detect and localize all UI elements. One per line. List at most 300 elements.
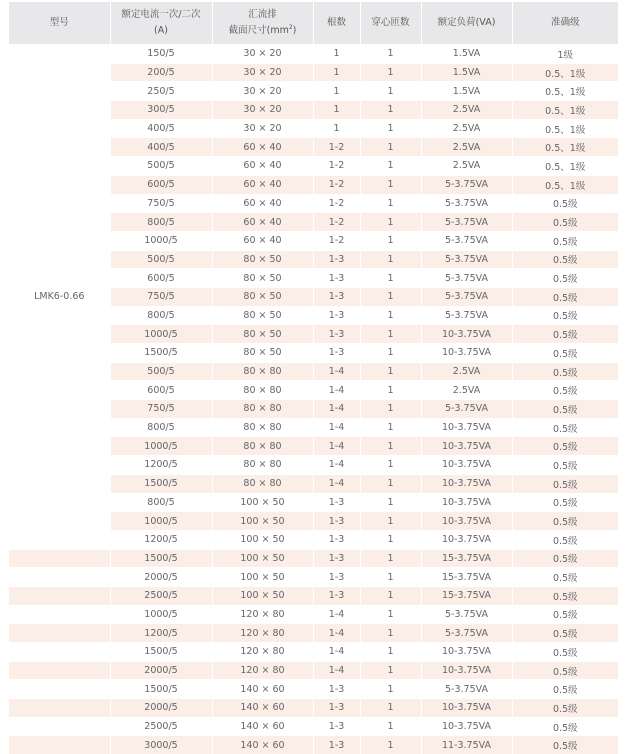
cell-count: 1-4 bbox=[313, 643, 360, 662]
busbar-width: 80 bbox=[243, 478, 255, 489]
cell-accuracy: 0.5级 bbox=[512, 344, 618, 363]
cell-load: 2.5VA bbox=[421, 138, 512, 157]
times-icon: × bbox=[259, 684, 273, 695]
cell-count: 1-3 bbox=[313, 586, 360, 605]
busbar-height: 50 bbox=[273, 572, 285, 583]
cell-count: 1 bbox=[313, 101, 360, 120]
cell-count: 1-3 bbox=[313, 512, 360, 531]
cell-load: 10-3.75VA bbox=[421, 418, 512, 437]
busbar-height: 80 bbox=[269, 441, 281, 452]
cell-busbar bbox=[212, 437, 313, 456]
model-cell-empty bbox=[9, 568, 110, 587]
busbar-height: 80 bbox=[273, 646, 285, 657]
cell-turns: 1 bbox=[360, 157, 421, 176]
cell-count: 1-3 bbox=[313, 736, 360, 754]
cell-turns: 1 bbox=[360, 250, 421, 269]
cell-turns: 1 bbox=[360, 568, 421, 587]
cell-turns: 1 bbox=[360, 287, 421, 306]
cell-accuracy: 0.5、1级 bbox=[512, 63, 618, 82]
times-icon: × bbox=[256, 329, 270, 340]
cell-busbar bbox=[212, 586, 313, 605]
table-row bbox=[9, 736, 618, 754]
model-cell-empty bbox=[9, 605, 110, 624]
busbar-width: 100 bbox=[240, 590, 258, 601]
cell-count: 1-4 bbox=[313, 661, 360, 680]
cell-current: 1500/5 bbox=[110, 344, 212, 363]
cell-turns: 1 bbox=[360, 586, 421, 605]
busbar-height: 50 bbox=[269, 347, 281, 358]
cell-turns: 1 bbox=[360, 362, 421, 381]
cell-busbar bbox=[212, 287, 313, 306]
cell-turns: 1 bbox=[360, 699, 421, 718]
header-model: 型号 bbox=[9, 2, 110, 45]
cell-count: 1-3 bbox=[313, 287, 360, 306]
busbar-height: 50 bbox=[273, 497, 285, 508]
cell-accuracy: 0.5、1级 bbox=[512, 119, 618, 138]
cell-count: 1-3 bbox=[313, 699, 360, 718]
cell-load: 10-3.75VA bbox=[421, 493, 512, 512]
cell-count: 1 bbox=[313, 119, 360, 138]
cell-turns: 1 bbox=[360, 82, 421, 101]
busbar-width: 30 bbox=[243, 123, 255, 134]
cell-busbar bbox=[212, 717, 313, 736]
cell-count: 1-4 bbox=[313, 605, 360, 624]
busbar-width: 120 bbox=[240, 646, 258, 657]
busbar-width: 30 bbox=[243, 104, 255, 115]
cell-accuracy: 0.5、1级 bbox=[512, 175, 618, 194]
cell-current: 750/5 bbox=[110, 287, 212, 306]
cell-current: 750/5 bbox=[110, 194, 212, 213]
cell-turns: 1 bbox=[360, 194, 421, 213]
model-cell-empty bbox=[9, 624, 110, 643]
times-icon: × bbox=[259, 534, 273, 545]
cell-busbar bbox=[212, 605, 313, 624]
cell-current: 2000/5 bbox=[110, 699, 212, 718]
model-cell-empty bbox=[9, 643, 110, 662]
cell-busbar bbox=[212, 549, 313, 568]
cell-accuracy: 0.5级 bbox=[512, 717, 618, 736]
cell-busbar bbox=[212, 63, 313, 82]
busbar-height: 60 bbox=[273, 702, 285, 713]
cell-count: 1-4 bbox=[313, 362, 360, 381]
cell-busbar bbox=[212, 661, 313, 680]
cell-load: 5-3.75VA bbox=[421, 624, 512, 643]
cell-load: 15-3.75VA bbox=[421, 568, 512, 587]
busbar-width: 100 bbox=[240, 497, 258, 508]
cell-turns: 1 bbox=[360, 119, 421, 138]
cell-accuracy: 0.5级 bbox=[512, 287, 618, 306]
cell-current: 1500/5 bbox=[110, 549, 212, 568]
busbar-width: 80 bbox=[243, 366, 255, 377]
busbar-width: 80 bbox=[243, 403, 255, 414]
cell-accuracy: 0.5级 bbox=[512, 456, 618, 475]
cell-load: 1.5VA bbox=[421, 63, 512, 82]
busbar-height: 50 bbox=[269, 291, 281, 302]
busbar-width: 100 bbox=[240, 534, 258, 545]
cell-turns: 1 bbox=[360, 400, 421, 419]
busbar-height: 80 bbox=[273, 665, 285, 676]
cell-accuracy: 0.5、1级 bbox=[512, 101, 618, 120]
spec-body bbox=[9, 45, 618, 754]
busbar-width: 30 bbox=[243, 86, 255, 97]
times-icon: × bbox=[256, 67, 270, 78]
busbar-height: 40 bbox=[269, 160, 281, 171]
busbar-width: 80 bbox=[243, 291, 255, 302]
cell-turns: 1 bbox=[360, 418, 421, 437]
cell-load: 5-3.75VA bbox=[421, 250, 512, 269]
cell-current: 1200/5 bbox=[110, 456, 212, 475]
busbar-height: 50 bbox=[269, 273, 281, 284]
busbar-width: 80 bbox=[243, 385, 255, 396]
cell-turns: 1 bbox=[360, 456, 421, 475]
cell-accuracy: 0.5级 bbox=[512, 362, 618, 381]
busbar-height: 60 bbox=[273, 684, 285, 695]
times-icon: × bbox=[259, 628, 273, 639]
cell-turns: 1 bbox=[360, 717, 421, 736]
times-icon: × bbox=[256, 48, 270, 59]
header-busbar-close: ) bbox=[293, 25, 297, 36]
model-cell-empty bbox=[9, 717, 110, 736]
cell-turns: 1 bbox=[360, 680, 421, 699]
cell-count: 1-2 bbox=[313, 213, 360, 232]
cell-busbar bbox=[212, 400, 313, 419]
cell-accuracy: 0.5级 bbox=[512, 474, 618, 493]
header-load: 额定负荷(VA) bbox=[421, 2, 512, 45]
times-icon: × bbox=[259, 516, 273, 527]
cell-count: 1-4 bbox=[313, 381, 360, 400]
cell-turns: 1 bbox=[360, 306, 421, 325]
busbar-width: 120 bbox=[240, 665, 258, 676]
busbar-height: 20 bbox=[269, 123, 281, 134]
busbar-height: 80 bbox=[269, 366, 281, 377]
cell-current: 1500/5 bbox=[110, 643, 212, 662]
cell-turns: 1 bbox=[360, 175, 421, 194]
busbar-width: 80 bbox=[243, 329, 255, 340]
busbar-height: 40 bbox=[269, 235, 281, 246]
cell-current: 1000/5 bbox=[110, 325, 212, 344]
busbar-width: 60 bbox=[243, 235, 255, 246]
cell-turns: 1 bbox=[360, 549, 421, 568]
cell-turns: 1 bbox=[360, 512, 421, 531]
cell-turns: 1 bbox=[360, 437, 421, 456]
cell-accuracy: 0.5级 bbox=[512, 269, 618, 288]
header-row bbox=[9, 2, 618, 45]
model-cell: LMK6-0.66 bbox=[9, 45, 110, 550]
cell-load: 15-3.75VA bbox=[421, 586, 512, 605]
cell-busbar bbox=[212, 175, 313, 194]
cell-current: 200/5 bbox=[110, 63, 212, 82]
cell-accuracy: 0.5级 bbox=[512, 250, 618, 269]
cell-accuracy: 0.5级 bbox=[512, 643, 618, 662]
header-turns: 穿心匝数 bbox=[360, 2, 421, 45]
header-count: 根数 bbox=[313, 2, 360, 45]
cell-load: 10-3.75VA bbox=[421, 643, 512, 662]
cell-busbar bbox=[212, 231, 313, 250]
cell-busbar bbox=[212, 213, 313, 232]
times-icon: × bbox=[259, 590, 273, 601]
times-icon: × bbox=[259, 553, 273, 564]
cell-busbar bbox=[212, 624, 313, 643]
times-icon: × bbox=[256, 459, 270, 470]
table-row bbox=[9, 699, 618, 718]
busbar-width: 80 bbox=[243, 422, 255, 433]
cell-turns: 1 bbox=[360, 213, 421, 232]
cell-current: 800/5 bbox=[110, 213, 212, 232]
busbar-width: 140 bbox=[240, 702, 258, 713]
cell-turns: 1 bbox=[360, 231, 421, 250]
cell-load: 5-3.75VA bbox=[421, 194, 512, 213]
busbar-height: 40 bbox=[269, 179, 281, 190]
cell-count: 1-4 bbox=[313, 437, 360, 456]
times-icon: × bbox=[256, 254, 270, 265]
cell-turns: 1 bbox=[360, 736, 421, 754]
cell-count: 1-2 bbox=[313, 175, 360, 194]
cell-current: 500/5 bbox=[110, 157, 212, 176]
busbar-height: 80 bbox=[269, 422, 281, 433]
cell-load: 5-3.75VA bbox=[421, 269, 512, 288]
cell-count: 1-3 bbox=[313, 493, 360, 512]
cell-load: 5-3.75VA bbox=[421, 605, 512, 624]
cell-count: 1-3 bbox=[313, 269, 360, 288]
busbar-width: 120 bbox=[240, 628, 258, 639]
table-row bbox=[9, 643, 618, 662]
cell-accuracy: 0.5级 bbox=[512, 549, 618, 568]
cell-count: 1-3 bbox=[313, 568, 360, 587]
cell-current: 1000/5 bbox=[110, 512, 212, 531]
cell-count: 1-3 bbox=[313, 306, 360, 325]
cell-count: 1-3 bbox=[313, 325, 360, 344]
table-row bbox=[9, 717, 618, 736]
cell-count: 1-3 bbox=[313, 680, 360, 699]
busbar-height: 40 bbox=[269, 142, 281, 153]
header-busbar-sup: 2 bbox=[289, 24, 293, 31]
cell-count: 1-3 bbox=[313, 250, 360, 269]
cell-count: 1-4 bbox=[313, 418, 360, 437]
cell-turns: 1 bbox=[360, 624, 421, 643]
cell-current: 250/5 bbox=[110, 82, 212, 101]
cell-turns: 1 bbox=[360, 325, 421, 344]
cell-accuracy: 0.5级 bbox=[512, 661, 618, 680]
busbar-width: 60 bbox=[243, 142, 255, 153]
cell-accuracy: 0.5级 bbox=[512, 325, 618, 344]
cell-busbar bbox=[212, 82, 313, 101]
times-icon: × bbox=[256, 179, 270, 190]
cell-load: 10-3.75VA bbox=[421, 344, 512, 363]
times-icon: × bbox=[256, 366, 270, 377]
cell-count: 1-2 bbox=[313, 231, 360, 250]
busbar-height: 40 bbox=[269, 198, 281, 209]
cell-accuracy: 0.5级 bbox=[512, 493, 618, 512]
cell-load: 5-3.75VA bbox=[421, 231, 512, 250]
busbar-height: 50 bbox=[273, 516, 285, 527]
cell-turns: 1 bbox=[360, 605, 421, 624]
cell-current: 600/5 bbox=[110, 175, 212, 194]
cell-current: 2000/5 bbox=[110, 661, 212, 680]
cell-accuracy: 0.5级 bbox=[512, 400, 618, 419]
busbar-height: 50 bbox=[269, 329, 281, 340]
cell-accuracy: 0.5级 bbox=[512, 586, 618, 605]
cell-current: 800/5 bbox=[110, 493, 212, 512]
times-icon: × bbox=[256, 385, 270, 396]
times-icon: × bbox=[256, 291, 270, 302]
times-icon: × bbox=[256, 104, 270, 115]
cell-load: 15-3.75VA bbox=[421, 549, 512, 568]
cell-accuracy: 0.5级 bbox=[512, 624, 618, 643]
busbar-height: 20 bbox=[269, 67, 281, 78]
cell-count: 1-4 bbox=[313, 456, 360, 475]
model-cell-empty bbox=[9, 661, 110, 680]
cell-current: 500/5 bbox=[110, 250, 212, 269]
cell-accuracy: 1级 bbox=[512, 45, 618, 64]
cell-current: 500/5 bbox=[110, 362, 212, 381]
cell-load: 10-3.75VA bbox=[421, 456, 512, 475]
cell-busbar bbox=[212, 643, 313, 662]
header-rated-current-line1: 额定电流一次/二次 bbox=[111, 7, 212, 23]
cell-load: 10-3.75VA bbox=[421, 661, 512, 680]
times-icon: × bbox=[259, 702, 273, 713]
cell-turns: 1 bbox=[360, 381, 421, 400]
times-icon: × bbox=[256, 273, 270, 284]
cell-current: 600/5 bbox=[110, 269, 212, 288]
cell-load: 11-3.75VA bbox=[421, 736, 512, 754]
busbar-width: 80 bbox=[243, 459, 255, 470]
table-row bbox=[9, 661, 618, 680]
times-icon: × bbox=[256, 217, 270, 228]
busbar-width: 140 bbox=[240, 740, 258, 751]
cell-busbar bbox=[212, 157, 313, 176]
header-rated-current-line2: (A) bbox=[111, 23, 212, 39]
cell-load: 2.5VA bbox=[421, 381, 512, 400]
cell-load: 10-3.75VA bbox=[421, 699, 512, 718]
cell-busbar bbox=[212, 269, 313, 288]
busbar-height: 50 bbox=[269, 310, 281, 321]
times-icon: × bbox=[256, 86, 270, 97]
cell-current: 1000/5 bbox=[110, 231, 212, 250]
cell-load: 1.5VA bbox=[421, 82, 512, 101]
cell-accuracy: 0.5、1级 bbox=[512, 138, 618, 157]
cell-busbar bbox=[212, 456, 313, 475]
cell-count: 1-2 bbox=[313, 138, 360, 157]
cell-busbar bbox=[212, 101, 313, 120]
header-busbar bbox=[212, 2, 313, 45]
cell-count: 1-2 bbox=[313, 157, 360, 176]
cell-current: 800/5 bbox=[110, 418, 212, 437]
busbar-width: 140 bbox=[240, 684, 258, 695]
times-icon: × bbox=[259, 609, 273, 620]
cell-load: 10-3.75VA bbox=[421, 530, 512, 549]
cell-load: 5-3.75VA bbox=[421, 680, 512, 699]
cell-accuracy: 0.5级 bbox=[512, 530, 618, 549]
busbar-height: 80 bbox=[269, 385, 281, 396]
model-cell-empty bbox=[9, 549, 110, 568]
times-icon: × bbox=[259, 740, 273, 751]
times-icon: × bbox=[256, 160, 270, 171]
header-accuracy: 准确级 bbox=[512, 2, 618, 45]
busbar-width: 100 bbox=[240, 572, 258, 583]
cell-load: 1.5VA bbox=[421, 45, 512, 64]
cell-load: 5-3.75VA bbox=[421, 400, 512, 419]
busbar-width: 120 bbox=[240, 609, 258, 620]
cell-count: 1-3 bbox=[313, 530, 360, 549]
cell-accuracy: 0.5级 bbox=[512, 680, 618, 699]
times-icon: × bbox=[256, 235, 270, 246]
cell-busbar bbox=[212, 138, 313, 157]
cell-current: 1000/5 bbox=[110, 437, 212, 456]
cell-busbar bbox=[212, 680, 313, 699]
busbar-width: 100 bbox=[240, 516, 258, 527]
cell-busbar bbox=[212, 381, 313, 400]
cell-turns: 1 bbox=[360, 63, 421, 82]
header-busbar-line2 bbox=[213, 23, 313, 39]
times-icon: × bbox=[256, 478, 270, 489]
cell-current: 600/5 bbox=[110, 381, 212, 400]
cell-busbar bbox=[212, 699, 313, 718]
table-row bbox=[9, 568, 618, 587]
cell-count: 1 bbox=[313, 45, 360, 64]
cell-load: 2.5VA bbox=[421, 119, 512, 138]
busbar-height: 20 bbox=[269, 86, 281, 97]
cell-accuracy: 0.5级 bbox=[512, 213, 618, 232]
busbar-width: 80 bbox=[243, 254, 255, 265]
busbar-height: 80 bbox=[273, 628, 285, 639]
cell-count: 1-2 bbox=[313, 194, 360, 213]
cell-turns: 1 bbox=[360, 474, 421, 493]
busbar-height: 60 bbox=[273, 740, 285, 751]
busbar-height: 50 bbox=[273, 590, 285, 601]
table-row bbox=[9, 549, 618, 568]
cell-busbar bbox=[212, 194, 313, 213]
cell-count: 1-4 bbox=[313, 624, 360, 643]
busbar-width: 80 bbox=[243, 441, 255, 452]
cell-current: 1200/5 bbox=[110, 530, 212, 549]
cell-current: 1000/5 bbox=[110, 605, 212, 624]
cell-load: 2.5VA bbox=[421, 157, 512, 176]
cell-busbar bbox=[212, 325, 313, 344]
cell-load: 2.5VA bbox=[421, 362, 512, 381]
cell-current: 150/5 bbox=[110, 45, 212, 64]
cell-current: 300/5 bbox=[110, 101, 212, 120]
spec-table bbox=[9, 2, 618, 754]
times-icon: × bbox=[259, 665, 273, 676]
cell-busbar bbox=[212, 250, 313, 269]
cell-accuracy: 0.5级 bbox=[512, 231, 618, 250]
model-cell-empty bbox=[9, 699, 110, 718]
header-rated-current bbox=[110, 2, 212, 45]
times-icon: × bbox=[259, 572, 273, 583]
times-icon: × bbox=[259, 646, 273, 657]
cell-current: 400/5 bbox=[110, 119, 212, 138]
cell-busbar bbox=[212, 530, 313, 549]
cell-accuracy: 0.5级 bbox=[512, 699, 618, 718]
model-cell-empty bbox=[9, 586, 110, 605]
times-icon: × bbox=[259, 721, 273, 732]
cell-accuracy: 0.5级 bbox=[512, 512, 618, 531]
cell-count: 1-3 bbox=[313, 549, 360, 568]
busbar-width: 60 bbox=[243, 198, 255, 209]
cell-count: 1 bbox=[313, 63, 360, 82]
cell-busbar bbox=[212, 362, 313, 381]
table-row bbox=[9, 45, 618, 64]
header-busbar-line1: 汇流排 bbox=[213, 7, 313, 23]
busbar-height: 50 bbox=[269, 254, 281, 265]
cell-busbar bbox=[212, 306, 313, 325]
cell-turns: 1 bbox=[360, 269, 421, 288]
busbar-height: 80 bbox=[269, 478, 281, 489]
cell-count: 1-3 bbox=[313, 344, 360, 363]
cell-busbar bbox=[212, 736, 313, 754]
cell-count: 1-4 bbox=[313, 474, 360, 493]
cell-load: 5-3.75VA bbox=[421, 175, 512, 194]
